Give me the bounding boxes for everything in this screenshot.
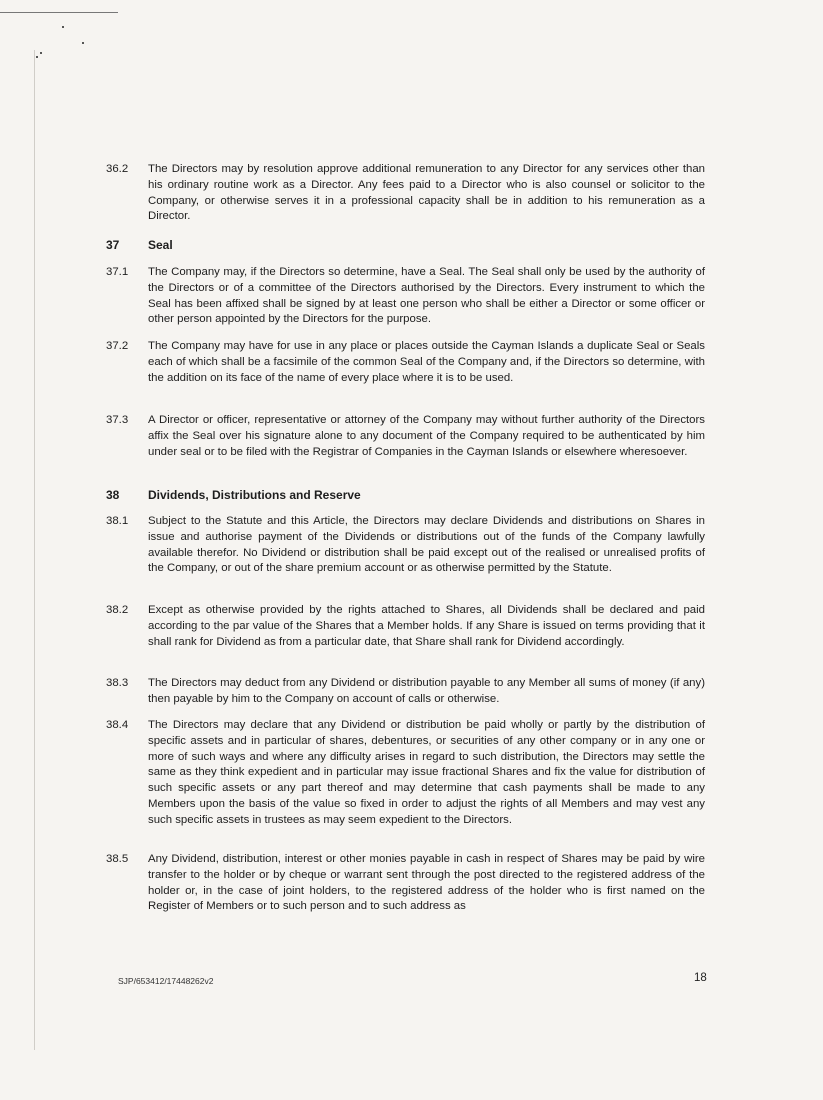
clause-text: Any Dividend, distribution, interest or other monies payable in cash in respect of Shares may be paid by wire transfer to the holder or by cheque or warrant sent through the post directed to the registered address of the holder or, in the case of joint holders, to the registered address of the holder who is first named on the Register of Members or to such person and to such address as [148, 853, 705, 913]
clause-text: The Directors may declare that any Dividend or distribution be paid wholly or partly by the distribution of specific assets and in particular of shares, debentures, or securities of any other company or in any one or more of such ways and where any difficulty arises in regard to such distribution, the Directors may settle the same as they think expedient and in particular may issue fractional Shares and fix the value for distribution of such specific assets or any part thereof and may determine that cash payments shall be made to any Members upon the basis of the value so fixed in order to adjust the rights of all Members and may vest any such specific assets in trustees as may seem expedient to the Directors. [148, 719, 705, 826]
clause-number: 36.2 [106, 163, 129, 175]
clause-number: 38.5 [106, 853, 129, 865]
clause-text: The Company may, if the Directors so determine, have a Seal. The Seal shall only be used by the authority of the Directors or of a committee of the Directors authorised by the Directors. Every instrument to which the Seal has been affixed shall be signed by at least one person who shall be either a Director or some officer or other person appointed by the Directors for the purpose. [148, 266, 705, 326]
clause-number: 38.3 [106, 677, 129, 689]
section-title: Dividends, Distributions and Reserve [148, 488, 361, 502]
clause-number: 37.2 [106, 340, 129, 352]
section-number: 37 [106, 238, 120, 252]
clause-number: 37.1 [106, 266, 129, 278]
clause-number: 38.2 [106, 604, 129, 616]
clause-text: Subject to the Statute and this Article, the Directors may declare Dividends and distributions on Shares in issue and authorise payment of the Dividends or distributions out of the funds of the Company lawfully available therefor. No Dividend or distribution shall be paid except out of the realised or unrealised profits of the Company, or out of the share premium account or as otherwise permitted by the Statute. [148, 515, 705, 575]
clause-number: 38.4 [106, 719, 129, 731]
clause-number: 37.3 [106, 414, 129, 426]
clause-text: A Director or officer, representative or attorney of the Company may without further authority of the Directors affix the Seal over his signature alone to any document of the Company required to be authenticated by him under seal or to be filed with the Registrar of Companies in the Cayman Islands or elsewhere wheresoever. [148, 414, 705, 458]
clause-text: Except as otherwise provided by the rights attached to Shares, all Dividends shall be declared and paid according to the par value of the Shares that a Member holds. If any Share is issued on terms providing that it shall rank for Dividend as from a particular date, that Share shall rank for Dividend accordingly. [148, 604, 705, 648]
section-number: 38 [106, 488, 120, 502]
clause-number: 38.1 [106, 515, 129, 527]
clause-text: The Directors may by resolution approve additional remuneration to any Director for any services other than his ordinary routine work as a Director. Any fees paid to a Director who is also counsel or solicitor to the Company, or otherwise serves it in a professional capacity shall be in addition to his remuneration as a Director. [148, 163, 705, 223]
clause-text: The Company may have for use in any place or places outside the Cayman Islands a duplicate Seal or Seals each of which shall be a facsimile of the common Seal of the Company and, if the Directors so determine, with the addition on its face of the name of every place where it is to be used. [148, 340, 705, 384]
clause-text: The Directors may deduct from any Dividend or distribution payable to any Member all sums of money (if any) then payable by him to the Company on account of calls or otherwise. [148, 677, 705, 705]
document-reference: SJP/653412/17448262v2 [118, 976, 214, 986]
page-number: 18 [694, 972, 707, 984]
section-title: Seal [148, 238, 173, 252]
